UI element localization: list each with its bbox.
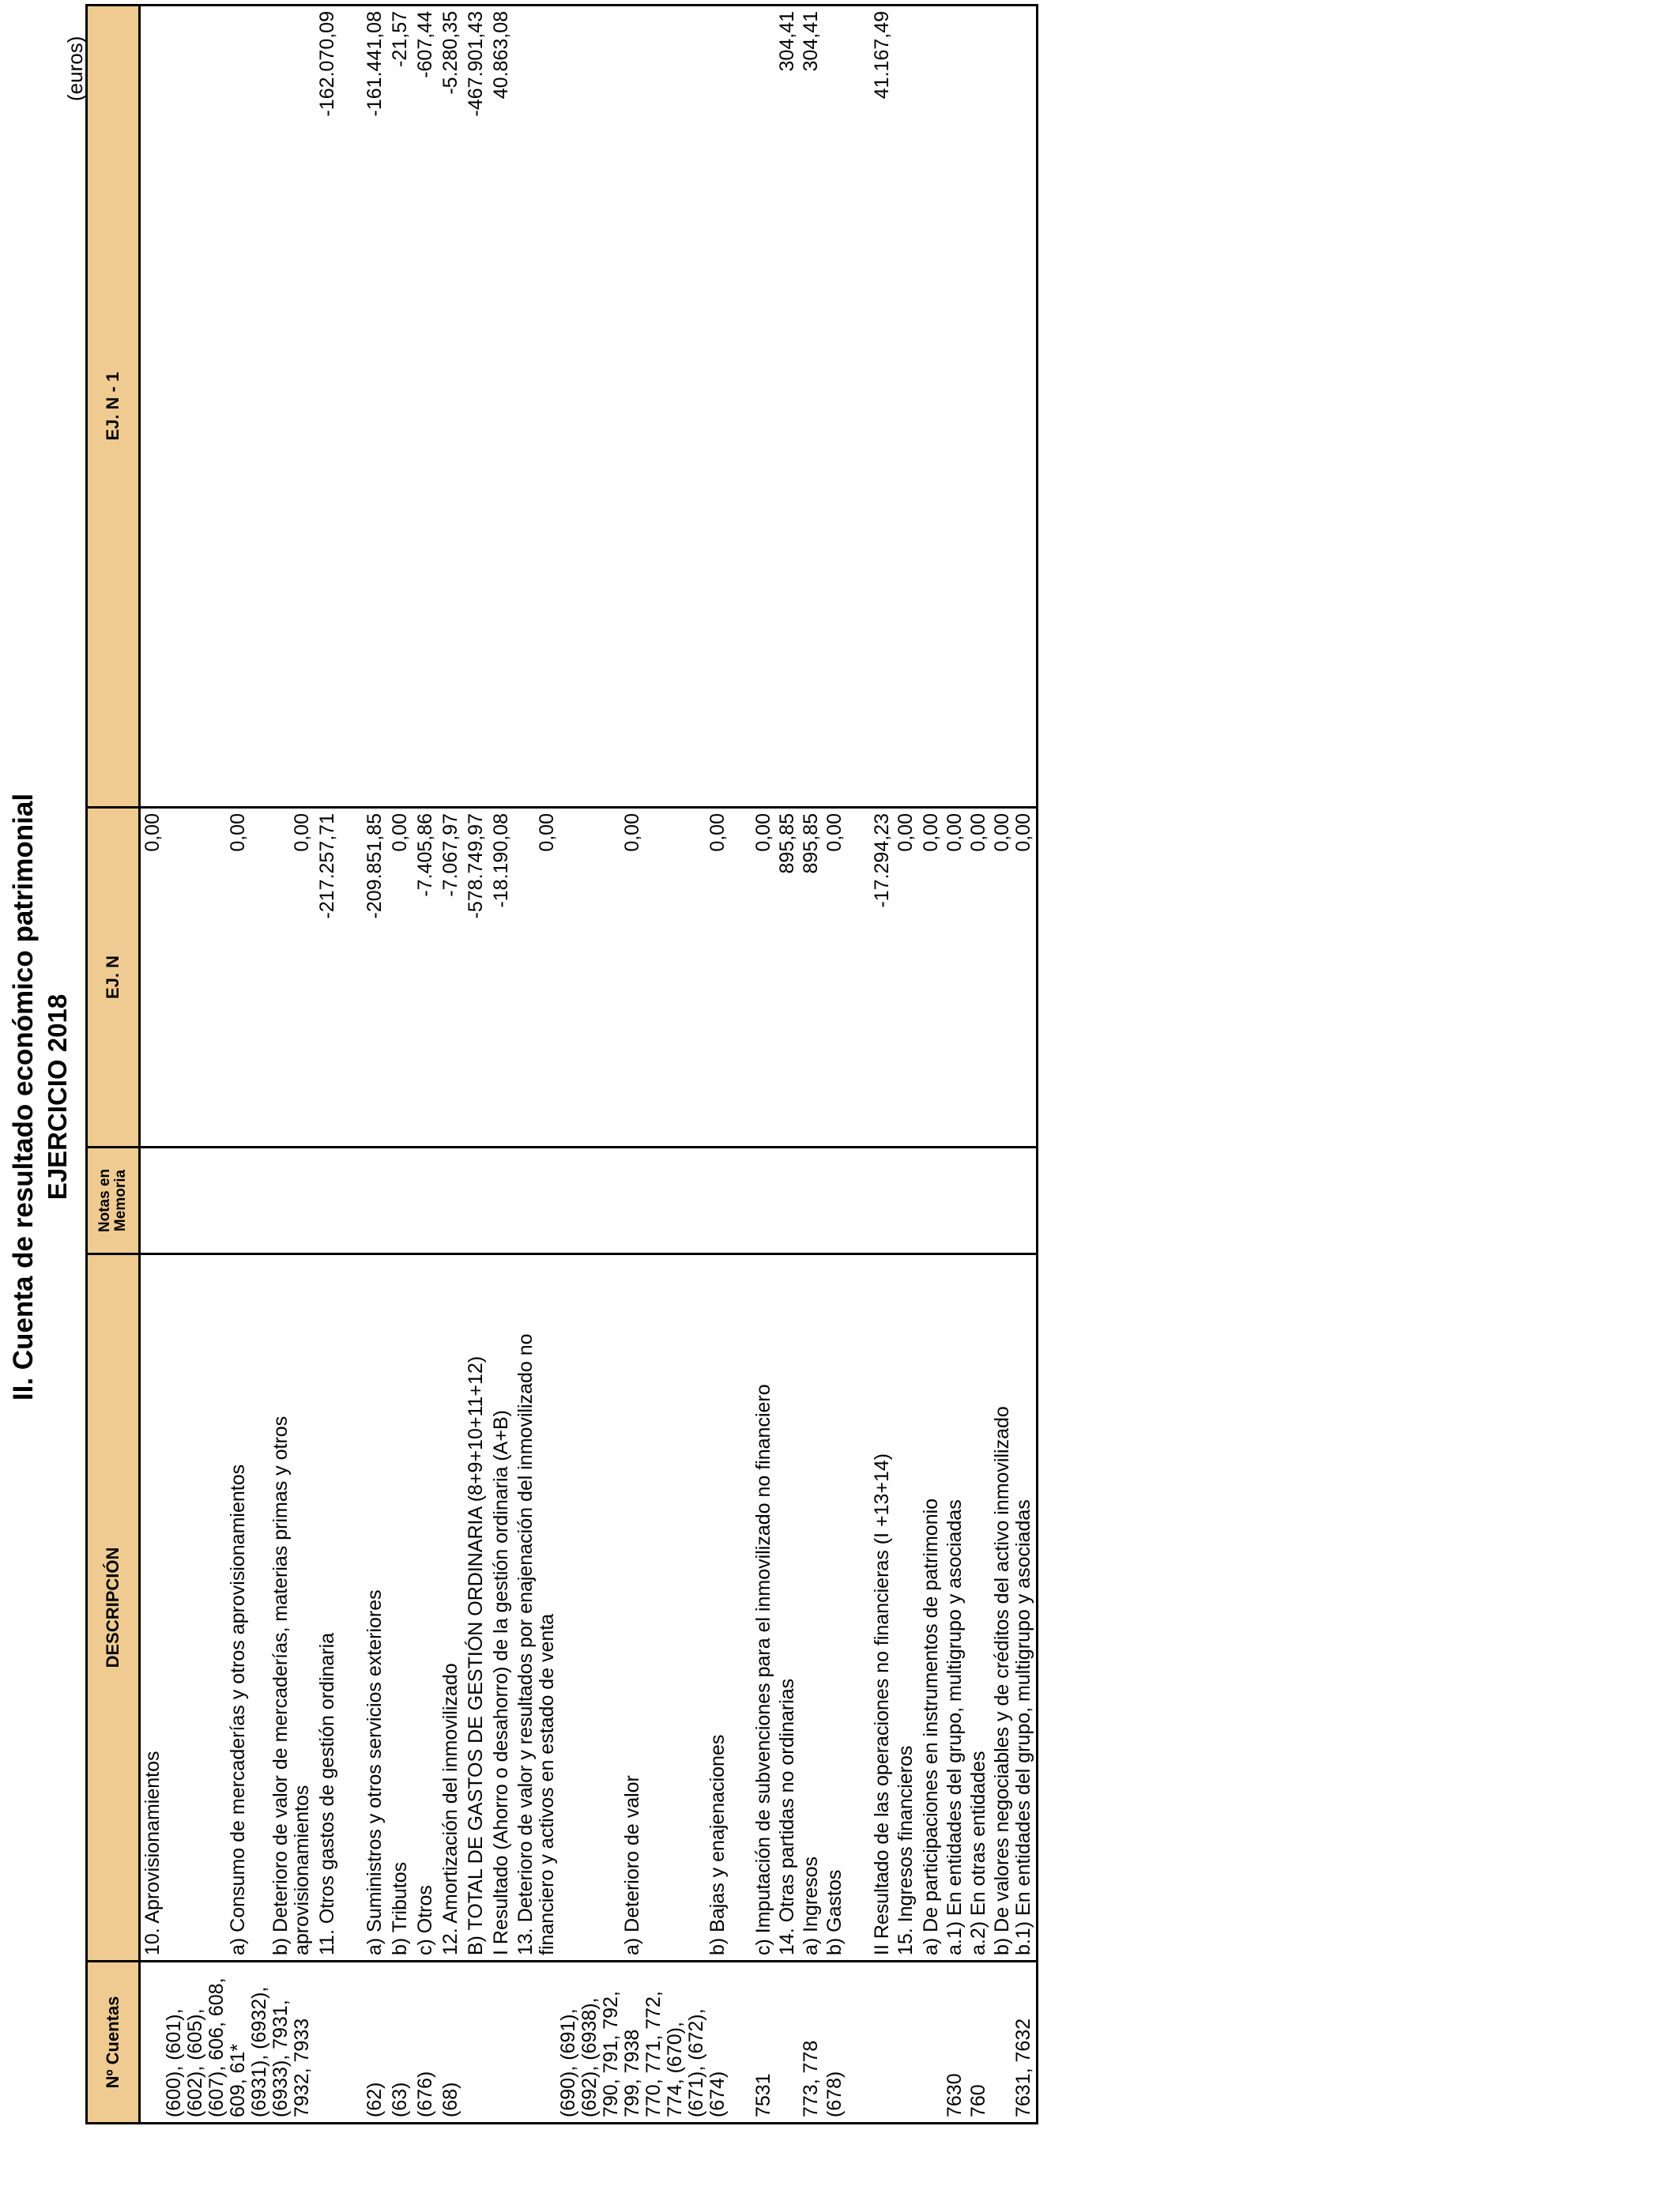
table-row [729,6,774,2124]
cell-notas [966,1148,989,1254]
cell-ej-n-1: -21,57 [386,6,411,808]
cell-notas [774,1148,798,1254]
currency-unit: (euros) [63,36,87,101]
cell-descripcion: a) De participaciones en instrumentos de patrimonio [917,1254,942,1962]
cell-notas [917,1148,942,1254]
cell-ej-n: 0,00 [249,808,313,1148]
cell-descripcion: B) TOTAL DE GASTOS DE GESTIÓN ORDINARIA (8+9+10+11+12) [461,1254,487,1962]
cell-descripcion: 10. Aprovisionamientos [140,1254,164,1962]
cell-notas [249,1148,313,1254]
cell-ej-n: -18.190,08 [487,808,512,1148]
cell-ej-n: -17.294,23 [846,808,893,1148]
cell-notas [893,1148,917,1254]
cell-ej-n-1: 304,41 [798,6,822,808]
table-row [846,6,893,2124]
table-row [966,6,989,2124]
page-subtitle: EJERCICIO 2018 [43,993,72,1201]
cell-ej-n: 0,00 [729,808,774,1148]
cell-cuentas: (6931), (6932), (6933), 7931, 7932, 7933 [249,1962,313,2124]
cell-descripcion: II Resultado de las operaciones no financieras (I +13+14) [846,1254,893,1962]
cell-cuentas [917,1962,942,2124]
table-row [487,6,512,2124]
cell-ej-n-1 [164,6,249,808]
cell-descripcion: 14. Otras partidas no ordinarias [774,1254,798,1962]
cell-cuentas: (690), (691), (692), (6938), 790, 791, 792, 799, 7938 [558,1962,643,2124]
cell-notas [846,1148,893,1254]
cell-notas [729,1148,774,1254]
cell-notas [140,1148,164,1254]
cell-ej-n: -217.257,71 [313,808,338,1148]
table-row [989,6,1013,2124]
table-row [774,6,798,2124]
header-ej-n: EJ. N [87,808,140,1148]
cell-cuentas: (62) [338,1962,386,2124]
cell-descripcion: c) Otros [411,1254,436,1962]
cell-notas [436,1148,461,1254]
cell-cuentas: (676) [411,1962,436,2124]
table-row [643,6,729,2124]
cell-descripcion: a.2) En otras entidades [966,1254,989,1962]
cell-ej-n-1: -467.901,43 [461,6,487,808]
cell-descripcion: b) Bajas y enajenaciones [643,1254,729,1962]
cell-ej-n-1: -162.070,09 [313,6,338,808]
cell-notas [487,1148,512,1254]
table-row [313,6,338,2124]
cell-ej-n-1: 41.167,49 [846,6,893,808]
cell-cuentas [846,1962,893,2124]
table-row [893,6,917,2124]
cell-ej-n: 0,00 [942,808,966,1148]
cell-ej-n-1: -161.441,08 [338,6,386,808]
cell-ej-n: -7.405,86 [411,808,436,1148]
cell-ej-n-1 [822,6,846,808]
cell-descripcion: a) Suministros y otros servicios exteriores [338,1254,386,1962]
cell-ej-n: 0,00 [386,808,411,1148]
table-row [942,6,966,2124]
cell-cuentas: 7631, 7632 [1013,1962,1038,2124]
cell-cuentas: (678) [822,1962,846,2124]
cell-cuentas [893,1962,917,2124]
table-body [140,6,1038,2124]
cell-descripcion: 15. Ingresos financieros [893,1254,917,1962]
cell-ej-n: 0,00 [643,808,729,1148]
cell-ej-n-1 [893,6,917,808]
cell-ej-n-1 [1013,6,1038,808]
cell-descripcion: 12. Amortización del inmovilizado [436,1254,461,1962]
cell-cuentas [989,1962,1013,2124]
table-row [411,6,436,2124]
cell-ej-n: 0,00 [140,808,164,1148]
table-row [249,6,313,2124]
cell-ej-n: -578.749,97 [461,808,487,1148]
cell-descripcion: b.1) En entidades del grupo, multigrupo y asociadas [1013,1254,1038,1962]
cell-notas [643,1148,729,1254]
cell-ej-n-1 [942,6,966,808]
cell-notas [1013,1148,1038,1254]
table-row [140,6,164,2124]
cell-ej-n: 0,00 [989,808,1013,1148]
cell-ej-n-1 [140,6,164,808]
cell-ej-n: -7.067,97 [436,808,461,1148]
cell-ej-n: -209.851,85 [338,808,386,1148]
table-row [558,6,643,2124]
cell-ej-n: 895,85 [774,808,798,1148]
cell-ej-n-1 [512,6,558,808]
cell-cuentas [140,1962,164,2124]
cell-ej-n-1 [558,6,643,808]
cell-ej-n-1 [729,6,774,808]
table-row [338,6,386,2124]
table-row [436,6,461,2124]
cell-ej-n-1: 304,41 [774,6,798,808]
cell-notas [338,1148,386,1254]
table-row [917,6,942,2124]
cell-notas [989,1148,1013,1254]
cell-descripcion: a.1) En entidades del grupo, multigrupo y asociadas [942,1254,966,1962]
page-title: II. Cuenta de resultado económico patrimonial [8,793,39,1401]
cell-descripcion: c) Imputación de subvenciones para el inmovilizado no financiero [729,1254,774,1962]
cell-descripcion: I Resultado (Ahorro o desahorro) de la gestión ordinaria (A+B) [487,1254,512,1962]
cell-descripcion: a) Deterioro de valor [558,1254,643,1962]
cell-cuentas [313,1962,338,2124]
cell-descripcion: a) Ingresos [798,1254,822,1962]
cell-ej-n-1 [249,6,313,808]
cell-descripcion: b) Gastos [822,1254,846,1962]
header-ej-n-1: EJ. N - 1 [87,6,140,808]
cell-ej-n-1 [989,6,1013,808]
cell-notas [461,1148,487,1254]
cell-cuentas: (68) [436,1962,461,2124]
cell-cuentas [461,1962,487,2124]
cell-ej-n: 0,00 [512,808,558,1148]
cell-ej-n-1 [917,6,942,808]
cell-ej-n: 0,00 [822,808,846,1148]
cell-descripcion: a) Consumo de mercaderías y otros aprovisionamientos [164,1254,249,1962]
header-notas: Notas en Memoria [87,1148,140,1254]
cell-cuentas: (600), (601), (602), (605), (607), 606, 608, 609, 61* [164,1962,249,2124]
cell-notas [798,1148,822,1254]
table-row [1013,6,1038,2124]
cell-cuentas [512,1962,558,2124]
header-cuentas: Nº Cuentas [87,1962,140,2124]
cell-descripcion: 11. Otros gastos de gestión ordinaria [313,1254,338,1962]
cell-ej-n-1 [966,6,989,808]
table-row [798,6,822,2124]
table-row [512,6,558,2124]
cell-notas [313,1148,338,1254]
results-table [85,4,1038,2124]
cell-ej-n-1: -5.280,35 [436,6,461,808]
cell-notas [822,1148,846,1254]
cell-descripcion: b) Tributos [386,1254,411,1962]
cell-cuentas [774,1962,798,2124]
header-descripcion: DESCRIPCIÓN [87,1254,140,1962]
cell-ej-n-1 [643,6,729,808]
cell-notas [512,1148,558,1254]
table-row [822,6,846,2124]
cell-ej-n: 0,00 [966,808,989,1148]
cell-cuentas [487,1962,512,2124]
cell-ej-n-1: 40.863,08 [487,6,512,808]
cell-notas [386,1148,411,1254]
cell-ej-n: 0,00 [558,808,643,1148]
cell-cuentas: 7531 [729,1962,774,2124]
cell-ej-n: 0,00 [893,808,917,1148]
table-row [461,6,487,2124]
cell-notas [558,1148,643,1254]
cell-descripcion: b) De valores negociables y de créditos del activo inmovilizado [989,1254,1013,1962]
cell-notas [411,1148,436,1254]
cell-descripcion: 13. Deterioro de valor y resultados por enajenación del inmovilizado no financiero y activos en estado de venta [512,1254,558,1962]
cell-ej-n: 0,00 [1013,808,1038,1148]
table-row [164,6,249,2124]
cell-ej-n: 0,00 [917,808,942,1148]
table-header-row [87,6,140,2124]
table-row [386,6,411,2124]
cell-ej-n: 895,85 [798,808,822,1148]
cell-notas [164,1148,249,1254]
cell-cuentas: 773, 778 [798,1962,822,2124]
cell-ej-n-1: -607,44 [411,6,436,808]
cell-notas [942,1148,966,1254]
cell-cuentas: 7630 [942,1962,966,2124]
cell-descripcion: b) Deterioro de valor de mercaderías, materias primas y otros aprovisionamientos [249,1254,313,1962]
cell-ej-n: 0,00 [164,808,249,1148]
cell-cuentas: 760 [966,1962,989,2124]
cell-cuentas: 770, 771, 772, 774, (670), (671), (672), (674) [643,1962,729,2124]
cell-cuentas: (63) [386,1962,411,2124]
